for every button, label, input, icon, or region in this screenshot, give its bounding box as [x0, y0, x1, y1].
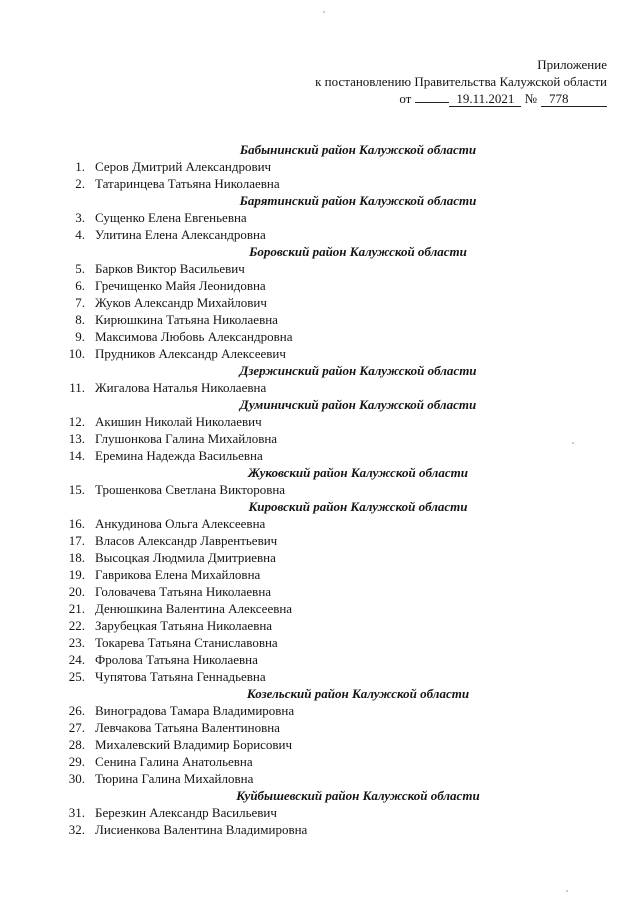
list-item	[58, 158, 578, 175]
list-item	[58, 430, 578, 447]
item-number: 1.	[75, 159, 85, 174]
list-item	[58, 277, 578, 294]
district-heading: Барятинский район Калужской области	[239, 193, 477, 208]
district-heading: Дзержинский район Калужской области	[239, 363, 477, 378]
item-number: 13.	[68, 431, 85, 446]
item-number: 14.	[68, 448, 85, 463]
item-number: 6.	[75, 278, 85, 293]
item-number: 5.	[75, 261, 85, 276]
person-name: Власов Александр Лаврентьевич	[95, 533, 278, 548]
person-name: Березкин Александр Васильевич	[95, 805, 277, 820]
list-item	[58, 294, 578, 311]
item-number: 15.	[68, 482, 85, 497]
appendix-title: Приложение	[537, 57, 607, 72]
item-number: 23.	[68, 635, 85, 650]
person-name: Чупятова Татьяна Геннадьевна	[95, 669, 266, 684]
person-name: Улитина Елена Александровна	[95, 227, 266, 242]
list-item	[58, 515, 578, 532]
district-heading: Куйбышевский район Калужской области	[236, 788, 480, 803]
item-number: 30.	[68, 771, 85, 786]
item-number: 8.	[75, 312, 85, 327]
district-heading: Боровский район Калужской области	[249, 244, 467, 259]
item-number: 4.	[75, 227, 85, 242]
person-name: Трошенкова Светлана Викторовна	[95, 482, 286, 497]
list-item	[58, 753, 578, 770]
list-item	[58, 736, 578, 753]
person-name: Гаврикова Елена Михайловна	[95, 567, 261, 582]
person-name: Глушонкова Галина Михайловна	[95, 431, 278, 446]
list-item	[58, 702, 578, 719]
list-item	[58, 583, 578, 600]
person-name: Головачева Татьяна Николаевна	[95, 584, 272, 599]
district-heading: Козельский район Калужской области	[246, 686, 470, 701]
item-number: 27.	[68, 720, 85, 735]
item-number: 10.	[68, 346, 85, 361]
person-name: Сенина Галина Анатольевна	[95, 754, 253, 769]
person-name: Татаринцева Татьяна Николаевна	[95, 176, 280, 191]
person-name: Денюшкина Валентина Алексеевна	[95, 601, 293, 616]
list-item	[58, 566, 578, 583]
item-number: 21.	[68, 601, 85, 616]
item-number: 26.	[68, 703, 85, 718]
list-item	[58, 804, 578, 821]
list-item	[58, 532, 578, 549]
person-name: Кирюшкина Татьяна Николаевна	[95, 312, 278, 327]
list-item	[58, 328, 578, 345]
district-heading: Кировский район Калужской области	[248, 499, 468, 514]
person-name: Максимова Любовь Александровна	[95, 329, 293, 344]
list-item	[58, 311, 578, 328]
item-number: 17.	[68, 533, 85, 548]
person-name: Сущенко Елена Евгеньевна	[95, 210, 247, 225]
list-item	[58, 668, 578, 685]
item-number: 18.	[68, 550, 85, 565]
item-number: 25.	[68, 669, 85, 684]
person-name: Барков Виктор Васильевич	[95, 261, 245, 276]
item-number: 7.	[75, 295, 85, 310]
person-name: Жуков Александр Михайлович	[95, 295, 267, 310]
date-number-line	[277, 90, 607, 107]
item-number: 24.	[68, 652, 85, 667]
person-name: Тюрина Галина Михайловна	[95, 771, 254, 786]
person-name: Гречищенко Майя Леонидовна	[95, 278, 266, 293]
list-item	[58, 175, 578, 192]
person-name: Лисиенкова Валентина Владимировна	[95, 822, 308, 837]
item-number: 2.	[75, 176, 85, 191]
list-item	[58, 634, 578, 651]
item-number: 12.	[68, 414, 85, 429]
item-number: 22.	[68, 618, 85, 633]
person-name: Зарубецкая Татьяна Николаевна	[95, 618, 273, 633]
person-name: Жигалова Наталья Николаевна	[95, 380, 267, 395]
item-number: 19.	[68, 567, 85, 582]
item-number: 16.	[68, 516, 85, 531]
date-blank	[415, 102, 449, 103]
list-item	[58, 651, 578, 668]
list-item	[58, 209, 578, 226]
person-name: Акишин Николай Николаевич	[95, 414, 262, 429]
scan-speck	[323, 11, 325, 13]
list-item	[58, 770, 578, 787]
appendix-subtitle: к постановлению Правительства Калужской области	[315, 74, 607, 89]
list-item	[58, 447, 578, 464]
item-number: 9.	[75, 329, 85, 344]
district-heading: Бабынинский район Калужской области	[239, 142, 477, 157]
person-name: Еремина Надежда Васильевна	[95, 448, 263, 463]
person-name: Виноградова Тамара Владимировна	[95, 703, 295, 718]
list-item	[58, 549, 578, 566]
district-list	[58, 141, 578, 838]
item-number: 28.	[68, 737, 85, 752]
person-name: Михалевский Владимир Борисович	[95, 737, 293, 752]
list-item	[58, 821, 578, 838]
from-label: от	[399, 91, 412, 106]
scan-speck	[566, 890, 568, 892]
item-number: 11.	[69, 380, 85, 395]
resolution-number: 778	[541, 92, 607, 107]
resolution-date: 19.11.2021	[449, 92, 521, 107]
item-number: 29.	[68, 754, 85, 769]
list-item	[58, 379, 578, 396]
list-item	[58, 413, 578, 430]
list-item	[58, 226, 578, 243]
list-item	[58, 617, 578, 634]
district-heading: Думиничский район Калужской области	[239, 397, 477, 412]
number-sign: №	[524, 91, 537, 106]
appendix-header	[277, 56, 607, 107]
person-name: Анкудинова Ольга Алексеевна	[95, 516, 266, 531]
list-item	[58, 600, 578, 617]
item-number: 31.	[68, 805, 85, 820]
person-name: Прудников Александр Алексеевич	[95, 346, 286, 361]
item-number: 20.	[68, 584, 85, 599]
person-name: Левчакова Татьяна Валентиновна	[95, 720, 280, 735]
list-item	[58, 345, 578, 362]
list-item	[58, 719, 578, 736]
person-name: Фролова Татьяна Николаевна	[95, 652, 258, 667]
person-name: Высоцкая Людмила Дмитриевна	[95, 550, 276, 565]
district-heading: Жуковский район Калужской области	[248, 465, 468, 480]
list-item	[58, 260, 578, 277]
item-number: 3.	[75, 210, 85, 225]
person-name: Серов Дмитрий Александрович	[95, 159, 272, 174]
item-number: 32.	[68, 822, 85, 837]
list-item	[58, 481, 578, 498]
person-name: Токарева Татьяна Станиславовна	[95, 635, 278, 650]
